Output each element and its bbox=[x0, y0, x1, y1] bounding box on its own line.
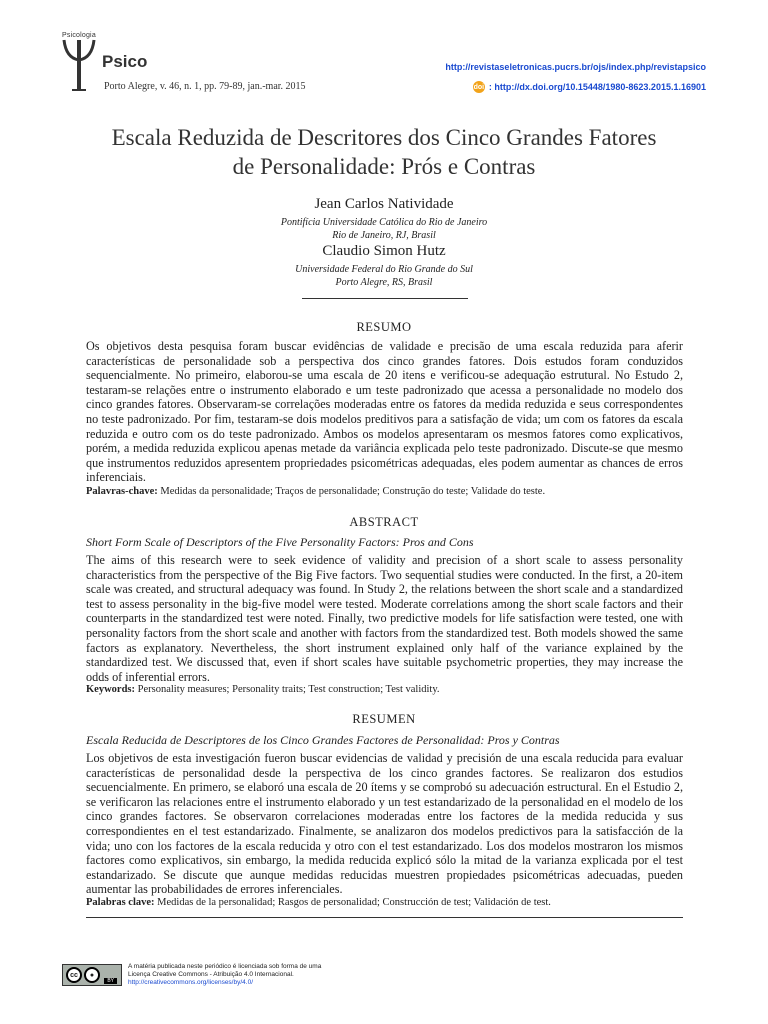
keywords-en: Keywords: Personality measures; Personality traits; Test construction; Test validity. bbox=[86, 684, 440, 695]
doi-link[interactable]: : http://dx.doi.org/10.15448/1980-8623.2015.1.16901 bbox=[488, 82, 706, 92]
license-text: A matéria publicada neste periódico é licenciada sob forma de uma Licença Creative Commons - Atribuição 4.0 Internacional. http://creativecommons.org/licenses/by/4.0/ bbox=[128, 963, 322, 986]
author-name: Jean Carlos Natividade bbox=[314, 196, 454, 212]
article-title: Escala Reduzida de Descritores dos Cinco Grandes Fatores de Personalidade: Prós e Contras bbox=[111, 125, 657, 179]
abstract-subtitle-en: Short Form Scale of Descriptors of the Five Personality Factors: Pros and Cons bbox=[86, 535, 474, 549]
logo-text: Psicologia bbox=[62, 32, 96, 39]
journal-name: Psico bbox=[102, 52, 148, 71]
divider bbox=[86, 917, 683, 918]
doi-line[interactable] bbox=[473, 81, 706, 93]
journal-info: Porto Alegre, v. 46, n. 1, pp. 79-89, jan.-mar. 2015 bbox=[104, 81, 306, 92]
divider bbox=[302, 298, 468, 299]
abstract-text-pt: Os objetivos desta pesquisa foram buscar evidências de validade e precisão de uma escala reduzida para aferir características de personalidade sob a perspectiva dos cinco grandes fatores. Dois estudos foram conduzidos sequencialmente. No primeiro, elaborou-se uma escala de 20 itens e verificou-se adequação estrutural. No Estudo 2, testaram-se relações entre o instrumento elaborado e um teste padronizado que acessa a personalidade no modelo dos cinco grandes fatores. Observaram-se correlações moderadas entre os fatores da medida reduzida e seus correspondentes no teste padronizado. Por fim, testaram-se dois modelos preditivos para a satisfação de vida; um com os fatores da escala reduzida e outro com os do teste padronizado. Ambos os modelos apresentaram os mesmos fatores como explicativos, porém, a medida reduzida explicou apenas metade da variância explicada pelo teste padronizado. Discute-se que mesmo que instrumentos reduzidos apresentem propriedades psicométricas adequadas, eles podem aumentar as chances de erros inferenciais. bbox=[86, 339, 683, 485]
journal-url-link[interactable]: http://revistaseletronicas.pucrs.br/ojs/index.php/revistapsico bbox=[445, 62, 706, 72]
section-heading-resumo: RESUMO bbox=[356, 320, 412, 334]
author-affiliation: Pontifícia Universidade Católica do Rio de Janeiro Rio de Janeiro, RJ, Brasil bbox=[280, 217, 488, 241]
section-heading-resumen: RESUMEN bbox=[352, 712, 416, 726]
doi-icon: doi bbox=[473, 81, 485, 93]
section-heading-abstract: ABSTRACT bbox=[349, 515, 419, 529]
creative-commons-badge[interactable] bbox=[62, 964, 122, 986]
keywords-es: Palabras clave: Medidas de la personalidad; Rasgos de personalidad; Construcción de test; Validación de test. bbox=[86, 897, 551, 908]
abstract-text-es: Los objetivos de esta investigación fueron buscar evidencias de validad y precisión de una escala reducida para evaluar características de personalidad desde la perspectiva de los cinco grandes factores. Se realizaron dos estudios secuencialmente. En primero, se elaboró una escala de 20 ítems y se comprobó su adecuación estructural. En el Estudio 2, se verificaron las relaciones entre el instrumento elaborado y un test estandarizado de la personalidad en el modelo de los cinco grandes factores. Se observaron correlaciones moderadas entre los factores de la medida reducida y sus correspondientes en el test estandarizado. Finalmente, se analizaron dos modelos predictivos para la satisfacción de la vida; uno con los factores de la escala reducida y otro con el test estandarizado. Los dos modelos mostraron los mismos factores como explicativos, sin embargo, la medida reducida explicó sólo la mitad de la varianza explicada por el test estandarizado. Se discute que aunque medidas reducidas muestren propiedades psicométricas adecuadas, pueden aumentar las probabilidades de errores inferenciales. bbox=[86, 751, 683, 897]
abstract-subtitle-es: Escala Reducida de Descriptores de los Cinco Grandes Factores de Personalidad: Pros y Contras bbox=[86, 733, 560, 747]
author-affiliation: Universidade Federal do Rio Grande do Sul Porto Alegre, RS, Brasil bbox=[295, 264, 473, 288]
by-label: BY bbox=[104, 978, 117, 984]
author-name: Claudio Simon Hutz bbox=[322, 243, 446, 259]
license-link[interactable]: http://creativecommons.org/licenses/by/4.0/ bbox=[128, 979, 254, 986]
cc-icon: cc bbox=[66, 967, 82, 983]
keywords-pt: Palavras-chave: Medidas da personalidade; Traços de personalidade; Construção do teste; Validade do teste. bbox=[86, 486, 546, 497]
person-icon: ● bbox=[84, 967, 100, 983]
abstract-text-en: The aims of this research were to seek evidence of validity and precision of a short scale to assess personality characteristics from the perspective of the Big Five factors. Two sequential studies were conducted. In the first, a 20-item scale was created, and structural adequacy was found. In Study 2, the relations between the short scale and a standardized test to assess personality in the big-five model were tested. Moderate correlations among the short scale factors and their counterparts in the standardized test were noted. Finally, two predictive models for life satisfaction were tested, one with personality factors from the short scale and another with factors from the standardized test. Both models showed the same factors as explanatory. Nevertheless, the short instrument explained only half of the variance explained by the standardized test. We discussed that, even if short scales have suitable psychometric properties, they may increase the odds of inferential errors. bbox=[86, 553, 683, 684]
journal-logo-icon bbox=[60, 32, 98, 92]
